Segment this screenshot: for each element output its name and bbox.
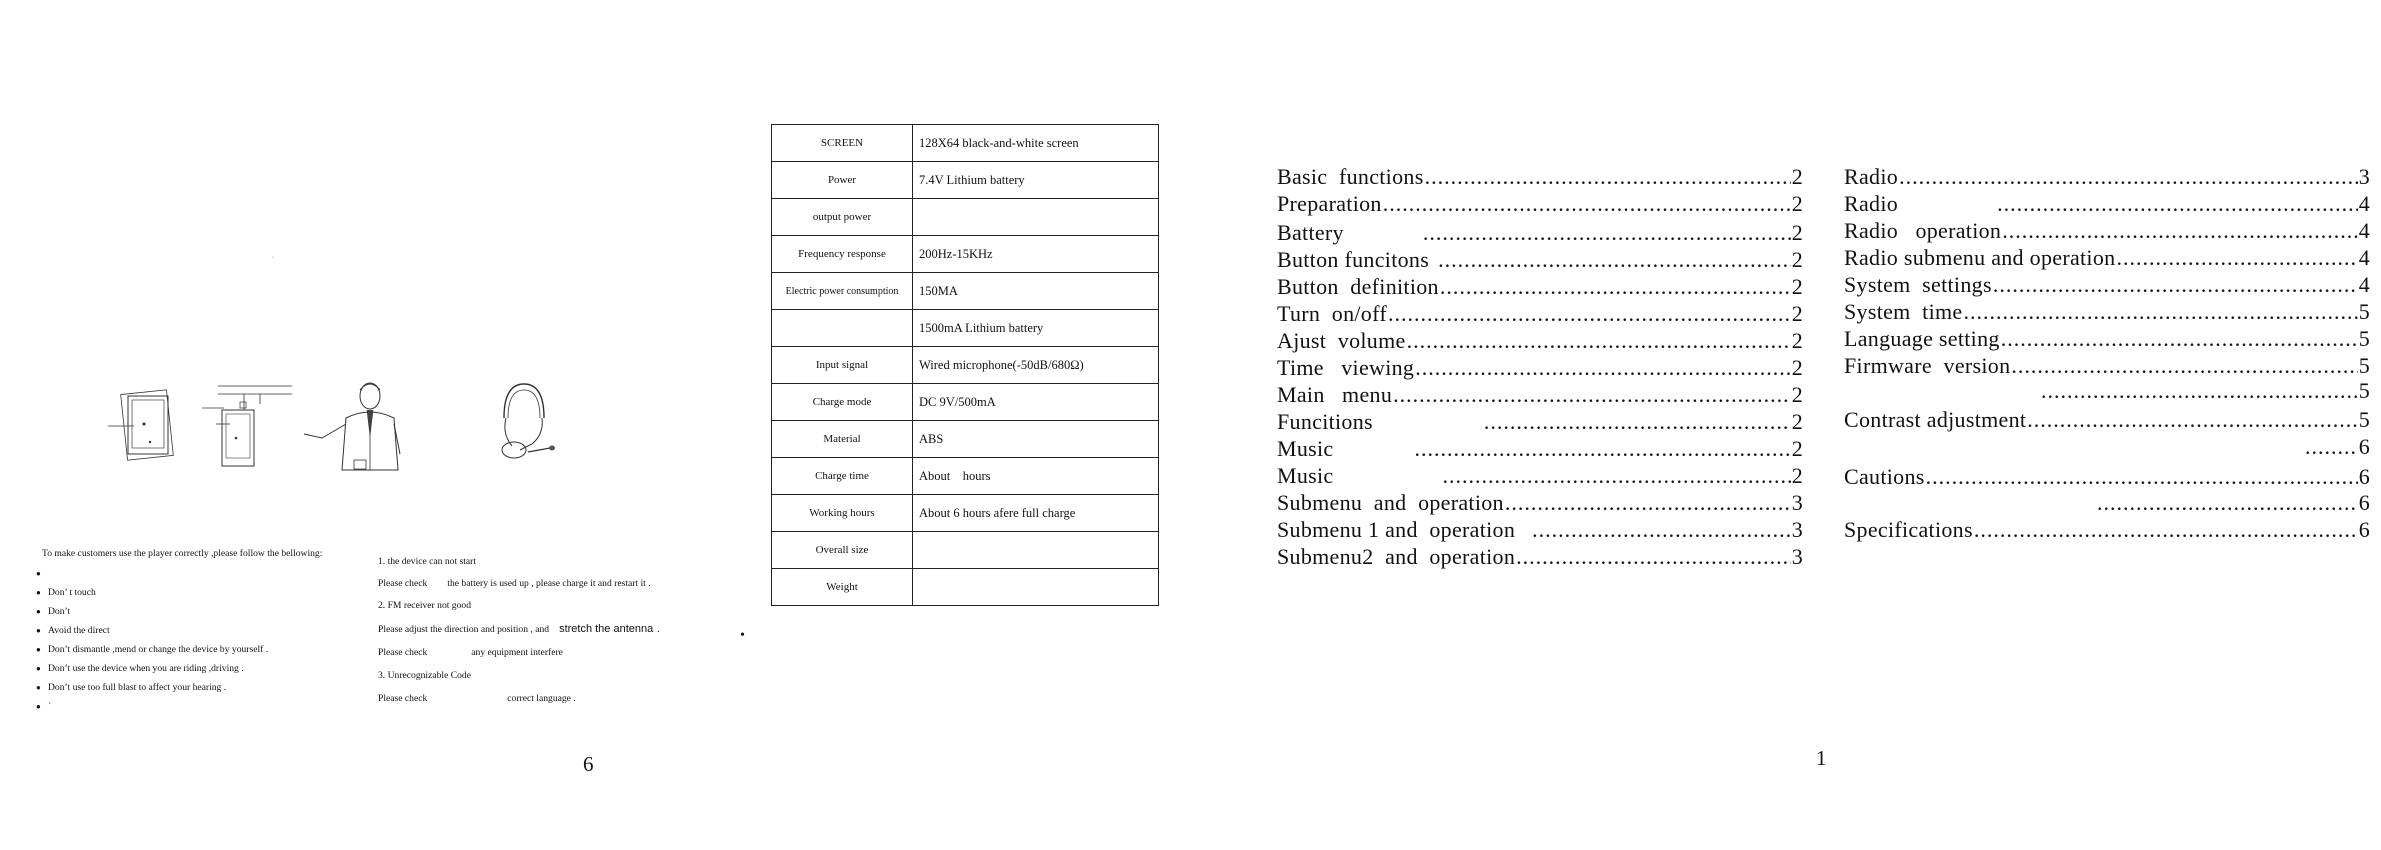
toc-page: 3 [1791, 490, 1803, 515]
toc-leader [2027, 407, 2357, 433]
toc-entry[interactable] [1277, 301, 1803, 327]
toc-entry[interactable] [1844, 464, 2370, 490]
spec-value: ABS [913, 421, 1159, 458]
spec-key: Charge mode [772, 384, 913, 421]
table-row [772, 162, 1159, 199]
toc-page: 3 [1791, 544, 1803, 569]
toc-leader [1899, 164, 2358, 190]
table-row [772, 495, 1159, 532]
page-number-right: 1 [1816, 746, 1827, 770]
spec-value: About 6 hours afere full charge [913, 495, 1159, 532]
toc-left-column [1277, 164, 1803, 584]
toc-leader [1393, 382, 1791, 408]
toc-leader [2001, 326, 2358, 352]
toc-label: Cautions [1844, 464, 1925, 489]
toc-label: Specifications [1844, 517, 1973, 542]
table-row [772, 532, 1159, 569]
toc-label: Radio [1844, 191, 1899, 216]
toc-label: Ajust volume [1277, 328, 1406, 353]
toc-label: Submenu 1 and operation [1277, 517, 1516, 542]
spec-key: Weight [772, 569, 913, 606]
caution-item: ● Don’ t touch [36, 583, 268, 602]
issue-fm-receiver: 2. FM receiver not good [378, 600, 471, 611]
caution-item: ● Don’t dismantle ,mend or change the device by yourself . [36, 640, 268, 659]
toc-leader [1423, 220, 1791, 246]
spec-key: output power [772, 199, 913, 236]
toc-leader [1974, 517, 2358, 543]
toc-page: 4 [2358, 191, 2370, 216]
toc-entry[interactable] [1844, 299, 2370, 325]
toc-label: Turn on/off [1277, 301, 1387, 326]
spec-key: Charge time [772, 458, 913, 495]
fix-text: the battery is used up , please charge it and restart it . [447, 578, 651, 589]
table-row [772, 199, 1159, 236]
fix-text: Please check [378, 578, 428, 589]
toc-entry[interactable] [1277, 463, 1803, 489]
toc-entry[interactable] [1277, 436, 1803, 462]
toc-page: 2 [1791, 436, 1803, 461]
spec-key: SCREEN [772, 125, 913, 162]
fix-text: Please adjust the direction and position , and [378, 624, 550, 635]
spec-value: About hours [913, 458, 1159, 495]
toc-page: 5 [2358, 407, 2370, 432]
toc-page: 2 [1791, 301, 1803, 326]
toc-page: 5 [2358, 353, 2370, 378]
fix-text: correct language . [507, 693, 576, 704]
spec-value: 128X64 black-and-white screen [913, 125, 1159, 162]
toc-entry[interactable] [1277, 247, 1803, 273]
toc-page: 2 [1791, 355, 1803, 380]
table-row [772, 569, 1159, 606]
toc-leader [1425, 164, 1791, 190]
table-row [772, 347, 1159, 384]
toc-entry[interactable] [1844, 517, 2370, 543]
table-row [772, 458, 1159, 495]
fix-text: any equipment interfere [471, 647, 563, 658]
toc-leader [2305, 434, 2358, 460]
toc-leader [1484, 409, 1791, 435]
toc-leader [1415, 355, 1790, 381]
page-number-left: 6 [583, 752, 594, 776]
toc-page: 4 [2358, 218, 2370, 243]
toc-page: 4 [2358, 272, 2370, 297]
toc-label: Submenu and operation [1277, 490, 1504, 515]
toc-page: 6 [2358, 434, 2370, 459]
player-front-illustration [104, 380, 184, 480]
caution-item: ● Don’t use the device when you are riding ,driving . [36, 659, 268, 678]
toc-label: Submenu2 and operation [1277, 544, 1516, 569]
toc-page: 5 [2358, 378, 2370, 403]
toc-leader [1997, 191, 2358, 217]
toc-leader [1516, 544, 1791, 570]
caution-item: ● Don’t use too full blast to affect your hearing . [36, 678, 268, 697]
toc-leader [2116, 245, 2357, 271]
caution-item: ● Avoid the direct [36, 621, 268, 640]
toc-label: Preparation [1277, 191, 1382, 216]
toc-entry[interactable] [1844, 353, 2370, 379]
fix-text: stretch the antenna [559, 623, 654, 635]
spec-value [913, 199, 1159, 236]
toc-entry[interactable] [1844, 490, 2370, 516]
spec-value: 200Hz-15KHz [913, 236, 1159, 273]
toc-label: System time [1844, 299, 1963, 324]
stray-mark: · [272, 255, 274, 261]
cautions-intro: To make customers use the player correctly ,please follow the bellowing: [42, 548, 323, 559]
spec-value: 150MA [913, 273, 1159, 310]
spec-value: 1500mA Lithium battery [913, 310, 1159, 347]
toc-leader [2041, 378, 2358, 404]
table-row [772, 125, 1159, 162]
toc-leader [1440, 274, 1791, 300]
toc-entry[interactable] [1277, 355, 1803, 381]
fix-text: Please check [378, 647, 428, 658]
toc-entry[interactable] [1844, 191, 2370, 217]
table-row [772, 310, 1159, 347]
toc-page: 2 [1791, 382, 1803, 407]
caution-item: ● ` [36, 697, 268, 716]
issue-device-not-start: 1. the device can not start [378, 556, 477, 567]
toc-leader [1505, 490, 1791, 516]
toc-entry[interactable] [1844, 164, 2370, 190]
toc-label: System settings [1844, 272, 1992, 297]
toc-label: Music [1277, 463, 1334, 488]
toc-page: 2 [1791, 409, 1803, 434]
spec-key: Material [772, 421, 913, 458]
fix-unrecognizable-code [378, 693, 576, 704]
spec-value: 7.4V Lithium battery [913, 162, 1159, 199]
toc-entry[interactable] [1277, 274, 1803, 300]
fix-text: . [657, 624, 660, 635]
toc-page: 2 [1791, 247, 1803, 272]
fix-interference [378, 647, 563, 658]
fix-device-not-start [378, 578, 651, 589]
toc-right-column [1844, 164, 2370, 584]
toc-label: Time viewing [1277, 355, 1415, 380]
toc-label: Language setting [1844, 326, 2000, 351]
toc-entry[interactable] [1844, 245, 2370, 271]
issue-unrecognizable-code: 3. Unrecognizable Code [378, 670, 471, 681]
fix-fm-receiver [378, 623, 660, 635]
headset-microphone-illustration [484, 378, 564, 478]
toc-entry[interactable] [1844, 326, 2370, 352]
toc-entry[interactable] [1277, 544, 1803, 570]
toc-label: Main menu [1277, 382, 1393, 407]
toc-entry[interactable] [1277, 517, 1803, 543]
spec-value [913, 532, 1159, 569]
toc-leader [1388, 301, 1791, 327]
toc-entry[interactable] [1844, 218, 2370, 244]
fix-text: Please check [378, 693, 428, 704]
toc-page: 6 [2358, 464, 2370, 489]
toc-page: 6 [2358, 517, 2370, 542]
table-row [772, 273, 1159, 310]
toc-leader [1532, 517, 1791, 543]
cautions-list [36, 564, 268, 716]
toc-label: Radio submenu and operation [1844, 245, 2116, 270]
toc-entry[interactable] [1277, 191, 1803, 217]
toc-page: 5 [2358, 299, 2370, 324]
table-row [772, 421, 1159, 458]
spec-key: Overall size [772, 532, 913, 569]
toc-label: Button definition [1277, 274, 1439, 299]
caution-item [36, 564, 268, 583]
table-row [772, 236, 1159, 273]
spec-value [913, 569, 1159, 606]
toc-page: 2 [1791, 220, 1803, 245]
toc-entry[interactable] [1844, 378, 2370, 404]
toc-entry[interactable] [1277, 164, 1803, 190]
toc-page: 2 [1791, 191, 1803, 216]
toc-leader [1415, 436, 1791, 462]
caution-item: ● Don’t [36, 602, 268, 621]
toc-entry[interactable] [1844, 434, 2370, 460]
spec-key [772, 310, 913, 347]
toc-label: Funcitions [1277, 409, 1373, 434]
toc-page: 5 [2358, 326, 2370, 351]
stray-dot: • [740, 628, 745, 643]
toc-label: Button funcitons [1277, 247, 1430, 272]
toc-page: 2 [1791, 328, 1803, 353]
toc-label: Music [1277, 436, 1334, 461]
toc-label: Radio [1844, 164, 1899, 189]
spec-value: DC 9V/500mA [913, 384, 1159, 421]
table-row [772, 384, 1159, 421]
toc-leader [1964, 299, 2358, 325]
toc-entry[interactable] [1844, 272, 2370, 298]
toc-page: 2 [1791, 274, 1803, 299]
toc-leader [1383, 191, 1791, 217]
spec-key: Working hours [772, 495, 913, 532]
toc-label: Battery [1277, 220, 1344, 245]
toc-page: 3 [2358, 164, 2370, 189]
toc-page: 3 [1791, 517, 1803, 542]
toc-leader [1443, 463, 1791, 489]
spec-key: Power [772, 162, 913, 199]
toc-entry[interactable] [1844, 407, 2370, 433]
spec-key: Input signal [772, 347, 913, 384]
toc-leader [1407, 328, 1791, 354]
toc-entry[interactable] [1277, 220, 1803, 246]
person-with-headset-illustration [300, 374, 410, 484]
player-clip-illustration [196, 380, 296, 480]
toc-label: Contrast adjustment [1844, 407, 2027, 432]
toc-page: 2 [1791, 463, 1803, 488]
toc-page: 4 [2358, 245, 2370, 270]
specifications-table [771, 124, 1159, 606]
toc-entry[interactable] [1277, 490, 1803, 516]
spec-key: Electric power consumption [772, 273, 913, 310]
toc-label: Radio operation [1844, 218, 2002, 243]
toc-page: 2 [1791, 164, 1803, 189]
toc-leader [1993, 272, 2358, 298]
toc-leader [1438, 247, 1791, 273]
toc-entry[interactable] [1277, 382, 1803, 408]
toc-leader [2097, 490, 2358, 516]
spec-value: Wired microphone(-50dB/680Ω) [913, 347, 1159, 384]
toc-page: 6 [2358, 490, 2370, 515]
toc-leader [2002, 218, 2357, 244]
toc-entry[interactable] [1277, 328, 1803, 354]
toc-label: Firmware version [1844, 353, 2011, 378]
toc-entry[interactable] [1277, 409, 1803, 435]
toc-label: Basic functions [1277, 164, 1424, 189]
toc-leader [2011, 353, 2357, 379]
spec-key: Frequency response [772, 236, 913, 273]
toc-leader [1926, 464, 2358, 490]
